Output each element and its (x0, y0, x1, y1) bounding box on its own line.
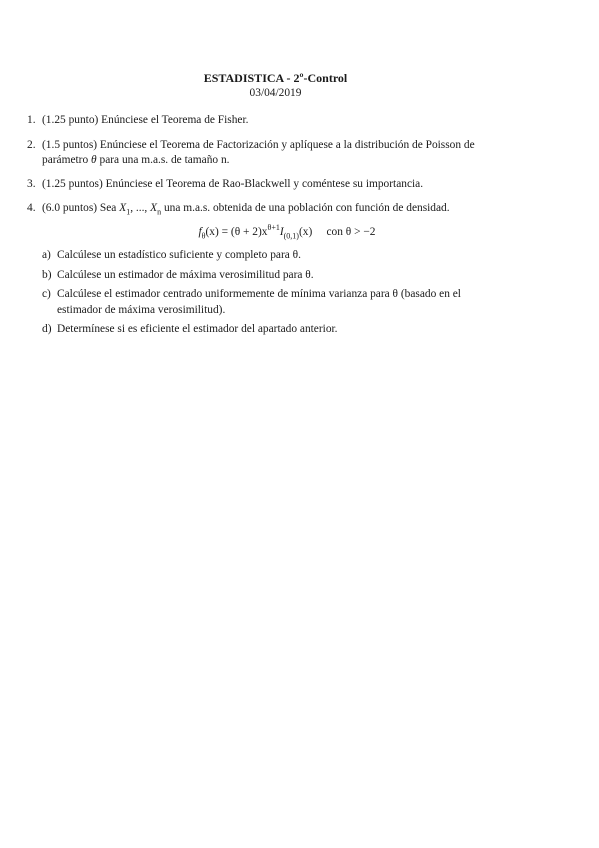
question-number: 4. (27, 202, 36, 214)
density-formula (27, 222, 547, 241)
formula-body: (x) = (θ + 2)x (205, 225, 268, 238)
part-b (42, 268, 547, 284)
question-text: (1.25 puntos) Enúnciese el Teorema de Rao-Blackwell y coméntese su importancia. (42, 177, 424, 190)
formula-lhs-sub: θ (201, 230, 206, 240)
part-text-line2: estimador de máxima verosimilitud). (57, 303, 226, 316)
formula-exponent: θ+1 (267, 222, 280, 232)
part-text-line1: Calcúlese el estimador centrado uniformemente de mínima varianza para θ (basado en el (57, 288, 461, 300)
part-label: a) (42, 249, 51, 261)
formula-condition: con θ > −2 (326, 225, 376, 238)
question-4 (27, 201, 547, 338)
exam-title: ESTADISTICA - 2º-Control (203, 71, 348, 85)
question-3 (27, 177, 547, 193)
question-text-pre: (6.0 puntos) Sea (42, 202, 117, 214)
question-list (27, 113, 547, 347)
question-text-post: una m.a.s. obtenida de una población con función de densidad. (163, 202, 450, 214)
question-text-line2-post: para una m.a.s. de tamaño n. (99, 154, 230, 166)
part-text: Determínese si es eficiente el estimador del apartado anterior. (57, 323, 338, 335)
part-a (42, 248, 547, 264)
exam-date: 03/04/2019 (249, 87, 302, 99)
question-4-parts (42, 248, 547, 338)
sample-var-first-sub: 1 (126, 207, 131, 217)
question-text-line2-pre: parámetro (42, 154, 89, 166)
part-text: Calcúlese un estadístico suficiente y completo para θ. (57, 249, 301, 261)
question-1 (27, 113, 547, 129)
theta-symbol: θ (91, 154, 97, 166)
exam-header (0, 71, 551, 100)
part-c (42, 287, 547, 318)
part-label: b) (42, 268, 52, 281)
question-number: 3. (27, 177, 36, 190)
formula-indicator: I (279, 225, 284, 238)
sample-var-last: X (150, 202, 158, 214)
sample-var-last-sub: n (157, 207, 162, 217)
formula-lhs: f (198, 225, 202, 238)
sample-separator: , ..., (130, 202, 151, 214)
part-label: c) (42, 288, 51, 300)
part-label: d) (42, 323, 52, 335)
question-2 (27, 138, 547, 169)
sample-var-first: X (119, 202, 127, 214)
part-d (42, 322, 547, 338)
question-text-line1: (1.5 puntos) Enúnciese el Teorema de Factorización y aplíquese a la distribución de Poisson de (42, 138, 475, 151)
question-number: 2. (27, 138, 36, 151)
formula-tail: (x) (298, 225, 313, 238)
part-text: Calcúlese un estimador de máxima verosimilitud para θ. (57, 268, 314, 281)
question-text: (1.25 punto) Enúnciese el Teorema de Fisher. (42, 114, 249, 126)
question-number: 1. (27, 114, 36, 126)
formula-indicator-sub: (0,1) (283, 230, 299, 240)
